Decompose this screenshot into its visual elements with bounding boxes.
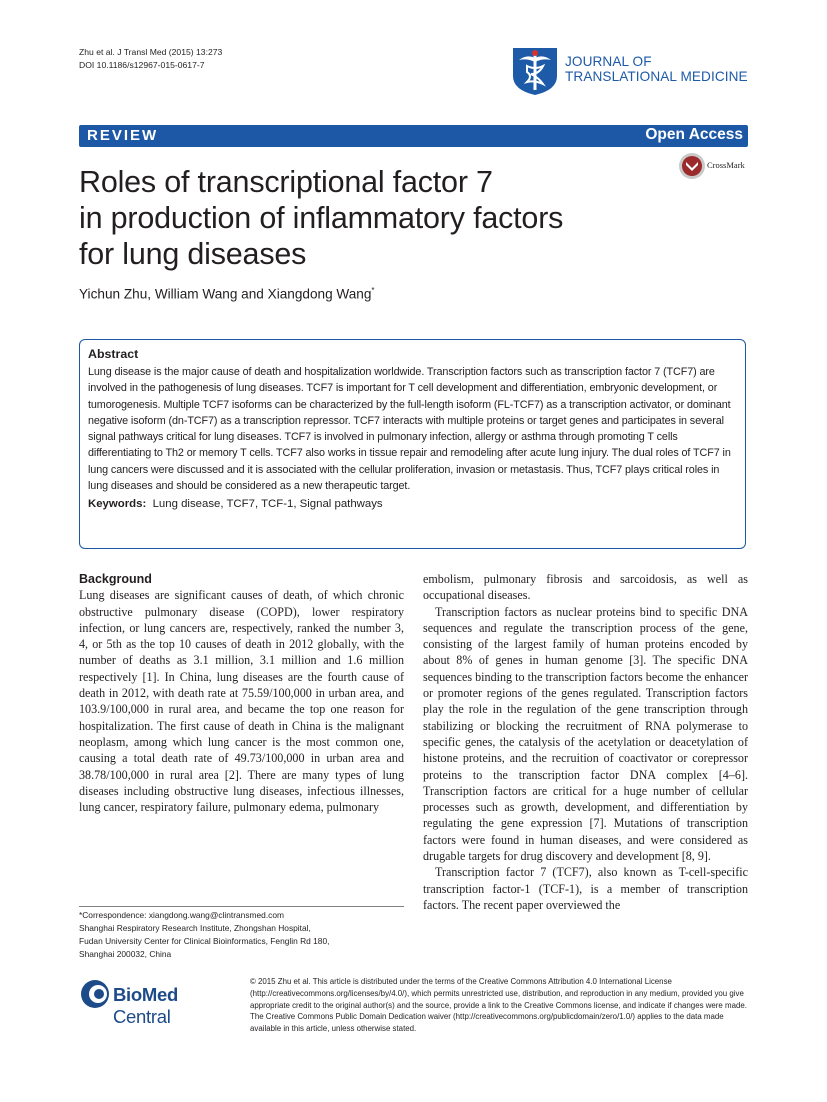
open-access-label: Open Access xyxy=(645,126,743,143)
title-line: for lung diseases xyxy=(79,237,307,271)
journal-name-line1: JOURNAL OF xyxy=(565,54,652,69)
publisher-name-rest: Central xyxy=(113,1006,171,1027)
affiliation-line: Shanghai 200032, China xyxy=(79,948,172,959)
biomed-central-icon xyxy=(79,978,111,1010)
journal-logo xyxy=(511,46,751,96)
affiliation-line: Fudan University Center for Clinical Bioinformatics, Fenglin Rd 180, xyxy=(79,935,330,946)
caduceus-logo-icon xyxy=(511,46,559,96)
keywords-text: Lung disease, TCF7, TCF-1, Signal pathways xyxy=(152,498,383,511)
keywords xyxy=(88,498,734,510)
body-column-right xyxy=(423,571,748,913)
authors-text: Yichun Zhu, William Wang and Xiangdong Wang xyxy=(79,286,372,302)
abstract-box xyxy=(79,339,746,549)
corresponding-mark: * xyxy=(371,286,375,295)
crossmark-label: CrossMark xyxy=(707,160,745,170)
title-line: Roles of transcriptional factor 7 xyxy=(79,165,493,199)
keywords-label: Keywords: xyxy=(88,498,147,511)
correspondence-footnote xyxy=(79,909,409,961)
paragraph-continuation: embolism, pulmonary fibrosis and sarcoidosis, as well as occupational diseases. xyxy=(423,572,748,603)
transcription-factors-paragraph: Transcription factors as nuclear proteins bind to specific DNA sequences and regulate the transcription process of the gene, consisting of the largest family of human proteins encoded by about 8% of genes in human genome [3]. The specific DNA sequences binding to the transcription factors become the enhancer or promoter regions of the genes regulated. Transcription factors play the role in the regulation of the gene transcription through stabilizing or blocking the recruitment of RNA polymerase to specific genes, the catalysis of the acetylation or deacetylation of histone proteins, and the recruition of coactivator or corepressor proteins to the transcription factor DNA complex [4–6]. Transcription factors are critical for a huge number of cellular processes such as growth, development, and differentiation by regulating the gene expression [7]. Mutations of transcription factors were found in human diseases, and were considered as drugable targets for drug discovery and development [8, 9]. xyxy=(423,604,748,864)
citation-line: Zhu et al. J Transl Med (2015) 13:273 xyxy=(79,47,223,57)
background-paragraph: Lung diseases are significant causes of death, of which chronic obstructive pulmonary disease (COPD), lower respiratory infection, or lung cancers are, respectively, ranked the number 3, 4, or 5th as the top 10 causes of death in 2012 globally, with the number of deaths as 3.1 million, 3.1 million and 1.6 million respectively [1]. In China, lung diseases are the fourth cause of death in 2012, with death rate at 75.59/100,000 in urban area, and 103.9/100,000 in rural area, and became the top one reason for hospitalization. The first cause of death in China is the malignant neoplasm, among which lung cancer is the most common one, causing a total death rate of 49.73/100,000 in urban area and 38.78/100,000 in rural area [2]. There are many types of lung diseases including obstructive lung diseases, infectious illnesses, lung cancer, respiratory failure, pulmonary edema, pulmonary xyxy=(79,588,404,815)
publisher-name-bold: BioMed xyxy=(113,984,179,1005)
correspondence-email[interactable]: *Correspondence: xiangdong.wang@clintransmed.com xyxy=(79,910,284,920)
title-line: in production of inflammatory factors xyxy=(79,201,564,235)
footnote-divider xyxy=(79,906,404,907)
citation xyxy=(79,46,222,72)
publisher-logo xyxy=(79,978,239,1027)
section-heading: Background xyxy=(79,572,152,586)
crossmark-badge[interactable] xyxy=(678,152,748,182)
article-type-bar xyxy=(79,125,748,147)
license-text: © 2015 Zhu et al. This article is distributed under the terms of the Creative Commons Attribution 4.0 International License (http://creativecommons.org/licenses/by/4.0/), which permits unrestricted use, distribution, and reproduction in any medium, provided you give appropriate credit to the original author(s) and the source, provide a link to the Creative Commons license, and indicate if changes were made. The Creative Commons Public Domain Dedication waiver (http://creativecommons.org/publicdomain/zero/1.0/) applies to the data made available in this article, unless otherwise stated. xyxy=(250,977,747,1034)
abstract-text: Lung disease is the major cause of death and hospitalization worldwide. Transcription factors such as transcription factor 7 (TCF7) are involved in the pathogenesis of lung diseases. TCF7 is important for T cell development and differentiation, embryonic development, or tumorogenesis. Multiple TCF7 isoforms can be characterized by the full-length isoform (FL-TCF7) as a transcription activator, or dominant negative isoform (dn-TCF7) as a transcription repressor. TCF7 interacts with multiple proteins or target genes and participates in several signal pathways critical for lung diseases. TCF7 is involved in pulmonary infection, allergy or asthma through promoting T cells differentiating to Th2 or memory T cells. TCF7 also works in tissue repair and remodeling after acute lung injury. The dual roles of TCF7 in lung cancers were discussed and it is associated with the cellular proliferation, invasion or metastasis. Thus, TCF7 plays critical roles in lung diseases and should be considered as a new therapeutic target. xyxy=(88,366,731,493)
article-type-label: REVIEW xyxy=(87,127,159,144)
tcf7-paragraph: Transcription factor 7 (TCF7), also known as T-cell-specific transcription factor-1 (TCF-1), is a member of transcription factors. The recent paper overviewed the xyxy=(423,865,748,912)
article-title xyxy=(79,164,639,272)
body-column-left xyxy=(79,571,404,815)
journal-name-line2: TRANSLATIONAL MEDICINE xyxy=(565,68,748,84)
affiliation-line: Shanghai Respiratory Research Institute, Zhongshan Hospital, xyxy=(79,922,311,933)
author-list xyxy=(79,286,375,302)
abstract-heading: Abstract xyxy=(88,347,139,361)
crossmark-icon xyxy=(678,152,706,180)
doi-line: DOI 10.1186/s12967-015-0617-7 xyxy=(79,60,205,70)
